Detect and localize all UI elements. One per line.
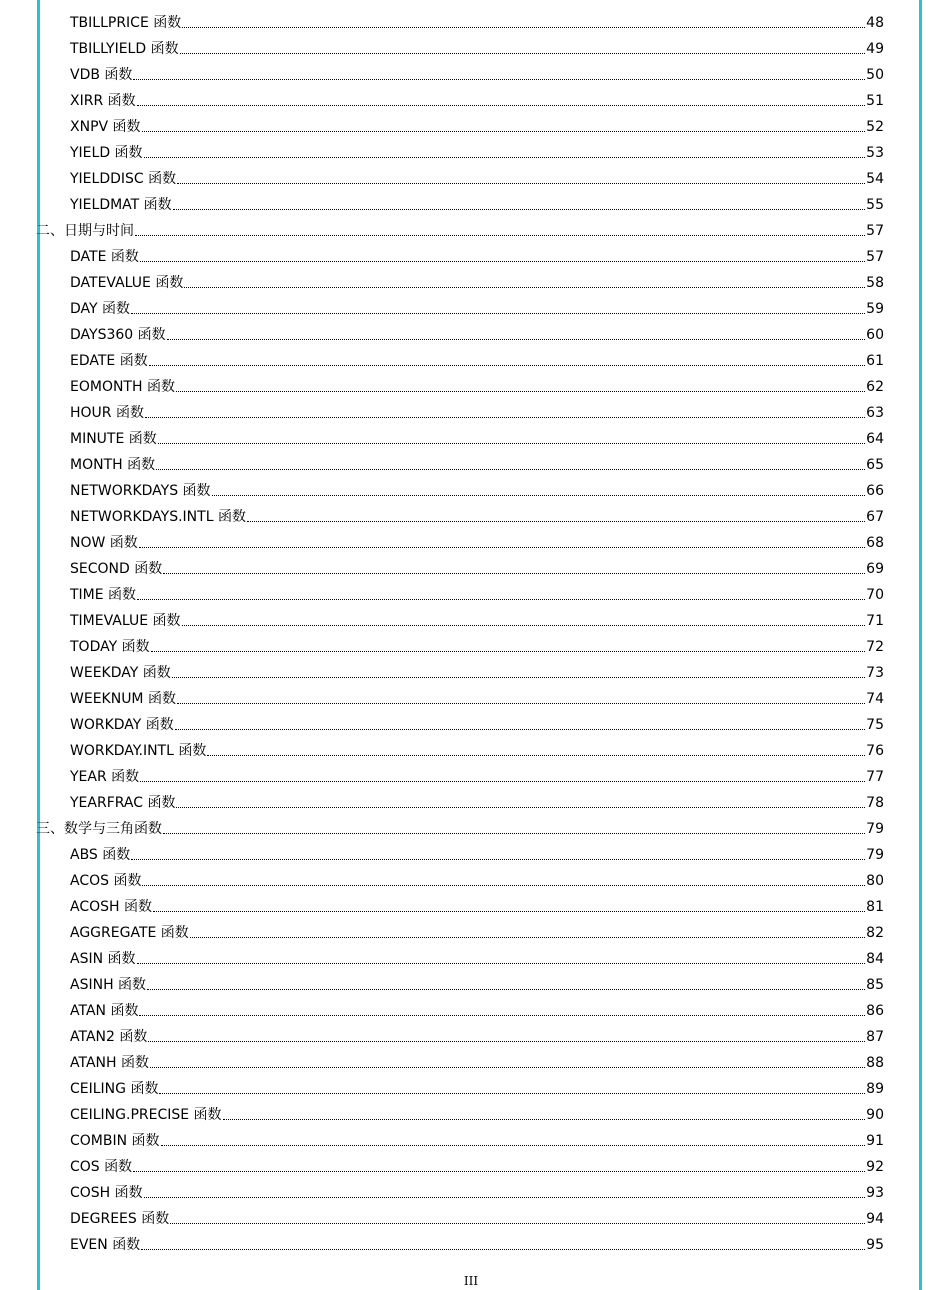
toc-entry-label: TBILLYIELD 函数	[70, 41, 179, 57]
toc-dot-leader	[137, 599, 865, 600]
toc-page-number: 50	[866, 67, 884, 83]
toc-dot-leader	[177, 703, 865, 704]
toc-dot-leader	[149, 365, 865, 366]
toc-entry[interactable]	[36, 162, 884, 188]
toc-entry-label: DAYS360 函数	[70, 327, 166, 343]
toc-page-number: 91	[866, 1133, 884, 1149]
toc-entry-label: 二、日期与时间	[36, 223, 134, 239]
toc-entry-label: AGGREGATE 函数	[70, 925, 189, 941]
toc-entry[interactable]	[36, 578, 884, 604]
toc-entry[interactable]	[36, 838, 884, 864]
toc-page-number: 66	[866, 483, 884, 499]
toc-page-number: 68	[866, 535, 884, 551]
table-of-contents	[36, 6, 884, 1254]
toc-dot-leader	[190, 937, 865, 938]
toc-entry-label: CEILING 函数	[70, 1081, 159, 1097]
toc-page-number: 49	[866, 41, 884, 57]
toc-dot-leader	[184, 287, 865, 288]
toc-entry-label: ATANH 函数	[70, 1055, 149, 1071]
toc-entry-label: XNPV 函数	[70, 119, 141, 135]
toc-entry-label: WORKDAY 函数	[70, 717, 174, 733]
toc-dot-leader	[173, 209, 865, 210]
toc-entry-label: 三、数学与三角函数	[36, 821, 162, 837]
toc-page-number: 59	[866, 301, 884, 317]
toc-dot-leader	[223, 1119, 866, 1120]
toc-entry[interactable]	[36, 32, 884, 58]
toc-entry[interactable]	[36, 890, 884, 916]
toc-page-number: 79	[866, 847, 884, 863]
toc-page-number: 55	[866, 197, 884, 213]
toc-dot-leader	[182, 625, 866, 626]
toc-entry[interactable]	[36, 916, 884, 942]
toc-dot-leader	[141, 1249, 865, 1250]
toc-page-number: 78	[866, 795, 884, 811]
toc-entry[interactable]	[36, 58, 884, 84]
toc-entry-label: YEARFRAC 函数	[70, 795, 176, 811]
toc-entry[interactable]	[36, 1098, 884, 1124]
toc-entry[interactable]	[36, 6, 884, 32]
toc-entry-label: ACOS 函数	[70, 873, 142, 889]
toc-page-number: 64	[866, 431, 884, 447]
toc-entry[interactable]	[36, 292, 884, 318]
toc-entry-label: WORKDAY.INTL 函数	[70, 743, 207, 759]
toc-page-number: 94	[866, 1211, 884, 1227]
toc-entry-label: ATAN 函数	[70, 1003, 139, 1019]
toc-page-number: 81	[866, 899, 884, 915]
toc-page-number: 54	[866, 171, 884, 187]
toc-page-number: 62	[866, 379, 884, 395]
toc-entry-label: NETWORKDAYS 函数	[70, 483, 211, 499]
toc-page-number: 74	[866, 691, 884, 707]
toc-entry[interactable]	[36, 500, 884, 526]
toc-page-number: 69	[866, 561, 884, 577]
toc-entry[interactable]	[36, 110, 884, 136]
toc-entry[interactable]	[36, 422, 884, 448]
toc-page-number: 87	[866, 1029, 884, 1045]
toc-entry-label: YEAR 函数	[70, 769, 140, 785]
page-number: III	[463, 1274, 479, 1288]
toc-entry-label: MONTH 函数	[70, 457, 156, 473]
toc-page-number: 48	[866, 15, 884, 31]
toc-dot-leader	[176, 807, 865, 808]
toc-entry[interactable]	[36, 734, 884, 760]
toc-page-number: 80	[866, 873, 884, 889]
toc-entry[interactable]	[36, 1020, 884, 1046]
toc-page-number: 86	[866, 1003, 884, 1019]
toc-entry[interactable]	[36, 786, 884, 812]
toc-page-number: 93	[866, 1185, 884, 1201]
toc-dot-leader	[172, 677, 865, 678]
toc-dot-leader	[151, 651, 866, 652]
toc-dot-leader	[144, 1197, 866, 1198]
toc-entry-label: ABS 函数	[70, 847, 131, 863]
toc-entry-label: ATAN2 函数	[70, 1029, 148, 1045]
toc-page-number: 89	[866, 1081, 884, 1097]
toc-entry-label: CEILING.PRECISE 函数	[70, 1107, 222, 1123]
toc-page-number: 92	[866, 1159, 884, 1175]
toc-dot-leader	[158, 443, 865, 444]
page-border-right	[919, 0, 922, 1290]
toc-entry-label: NOW 函数	[70, 535, 138, 551]
toc-dot-leader	[156, 469, 865, 470]
toc-entry-label: EVEN 函数	[70, 1237, 141, 1253]
toc-page-number: 71	[866, 613, 884, 629]
toc-dot-leader	[147, 989, 865, 990]
toc-page-number: 60	[866, 327, 884, 343]
toc-page-number: 57	[866, 223, 884, 239]
toc-dot-leader	[170, 1223, 865, 1224]
toc-dot-leader	[137, 963, 866, 964]
toc-entry[interactable]	[36, 526, 884, 552]
toc-entry[interactable]	[36, 266, 884, 292]
toc-entry[interactable]	[36, 630, 884, 656]
toc-dot-leader	[182, 27, 865, 28]
toc-entry[interactable]	[36, 1072, 884, 1098]
toc-entry-label: DATEVALUE 函数	[70, 275, 184, 291]
toc-entry[interactable]	[36, 1176, 884, 1202]
toc-entry[interactable]	[36, 864, 884, 890]
toc-page-number: 65	[866, 457, 884, 473]
toc-entry-label: TODAY 函数	[70, 639, 150, 655]
toc-section-entry[interactable]	[36, 812, 884, 838]
toc-page-number: 85	[866, 977, 884, 993]
toc-dot-leader	[153, 911, 865, 912]
toc-entry[interactable]	[36, 682, 884, 708]
toc-entry-label: NETWORKDAYS.INTL 函数	[70, 509, 246, 525]
toc-entry[interactable]	[36, 1150, 884, 1176]
toc-entry[interactable]	[36, 968, 884, 994]
toc-section-entry[interactable]	[36, 214, 884, 240]
toc-dot-leader	[161, 1145, 866, 1146]
toc-page-number: 63	[866, 405, 884, 421]
toc-page-number: 75	[866, 717, 884, 733]
toc-entry-label: WEEKNUM 函数	[70, 691, 176, 707]
toc-page-number: 52	[866, 119, 884, 135]
toc-entry[interactable]	[36, 1228, 884, 1254]
toc-page-number: 53	[866, 145, 884, 161]
toc-entry-label: DATE 函数	[70, 249, 139, 265]
toc-dot-leader	[163, 833, 865, 834]
toc-dot-leader	[139, 547, 865, 548]
toc-page-number: 88	[866, 1055, 884, 1071]
toc-entry[interactable]	[36, 552, 884, 578]
toc-dot-leader	[135, 235, 865, 236]
toc-dot-leader	[247, 521, 865, 522]
toc-page-number: 84	[866, 951, 884, 967]
toc-page-number: 58	[866, 275, 884, 291]
toc-dot-leader	[133, 79, 865, 80]
toc-entry[interactable]	[36, 1202, 884, 1228]
toc-dot-leader	[159, 1093, 865, 1094]
toc-entry-label: EOMONTH 函数	[70, 379, 175, 395]
toc-dot-leader	[212, 495, 866, 496]
toc-dot-leader	[148, 1041, 865, 1042]
toc-entry-label: ASIN 函数	[70, 951, 136, 967]
toc-entry-label: YIELD 函数	[70, 145, 143, 161]
toc-entry-label: WEEKDAY 函数	[70, 665, 171, 681]
toc-dot-leader	[137, 105, 866, 106]
toc-dot-leader	[139, 1015, 865, 1016]
toc-dot-leader	[167, 339, 866, 340]
toc-entry-label: EDATE 函数	[70, 353, 148, 369]
toc-page-number: 79	[866, 821, 884, 837]
toc-page-number: 77	[866, 769, 884, 785]
toc-dot-leader	[142, 885, 865, 886]
toc-entry-label: COS 函数	[70, 1159, 133, 1175]
toc-entry[interactable]	[36, 370, 884, 396]
toc-entry[interactable]	[36, 84, 884, 110]
toc-entry[interactable]	[36, 994, 884, 1020]
toc-entry-label: DAY 函数	[70, 301, 131, 317]
toc-entry-label: TIME 函数	[70, 587, 137, 603]
toc-dot-leader	[133, 1171, 865, 1172]
toc-dot-leader	[144, 157, 866, 158]
toc-entry-label: ASINH 函数	[70, 977, 147, 993]
toc-entry-label: SECOND 函数	[70, 561, 163, 577]
toc-dot-leader	[140, 261, 865, 262]
toc-dot-leader	[177, 183, 865, 184]
toc-entry[interactable]	[36, 448, 884, 474]
toc-dot-leader	[180, 53, 866, 54]
toc-page-number: 70	[866, 587, 884, 603]
toc-dot-leader	[207, 755, 865, 756]
toc-page-number: 61	[866, 353, 884, 369]
toc-entry[interactable]	[36, 396, 884, 422]
toc-entry[interactable]	[36, 318, 884, 344]
toc-page-number: 57	[866, 249, 884, 265]
toc-dot-leader	[145, 417, 865, 418]
toc-dot-leader	[140, 781, 865, 782]
toc-entry-label: COMBIN 函数	[70, 1133, 160, 1149]
toc-entry[interactable]	[36, 474, 884, 500]
toc-page-number: 82	[866, 925, 884, 941]
toc-entry-label: HOUR 函数	[70, 405, 144, 421]
toc-page-number: 95	[866, 1237, 884, 1253]
toc-page-number: 90	[866, 1107, 884, 1123]
toc-page-number: 72	[866, 639, 884, 655]
toc-entry[interactable]	[36, 1124, 884, 1150]
toc-entry[interactable]	[36, 942, 884, 968]
toc-entry[interactable]	[36, 604, 884, 630]
toc-dot-leader	[175, 729, 865, 730]
toc-entry[interactable]	[36, 760, 884, 786]
toc-entry[interactable]	[36, 1046, 884, 1072]
toc-entry[interactable]	[36, 136, 884, 162]
toc-dot-leader	[150, 1067, 865, 1068]
toc-page-number: 67	[866, 509, 884, 525]
toc-entry-label: YIELDMAT 函数	[70, 197, 172, 213]
toc-entry-label: ACOSH 函数	[70, 899, 152, 915]
toc-dot-leader	[142, 131, 866, 132]
toc-entry[interactable]	[36, 708, 884, 734]
toc-page-number: 51	[866, 93, 884, 109]
toc-entry-label: TBILLPRICE 函数	[70, 15, 182, 31]
toc-entry-label: MINUTE 函数	[70, 431, 157, 447]
toc-entry-label: YIELDDISC 函数	[70, 171, 177, 187]
toc-entry-label: TIMEVALUE 函数	[70, 613, 181, 629]
toc-entry-label: XIRR 函数	[70, 93, 136, 109]
toc-entry-label: DEGREES 函数	[70, 1211, 170, 1227]
toc-dot-leader	[131, 859, 865, 860]
toc-entry[interactable]	[36, 188, 884, 214]
toc-dot-leader	[131, 313, 865, 314]
toc-entry[interactable]	[36, 240, 884, 266]
toc-dot-leader	[163, 573, 865, 574]
toc-entry[interactable]	[36, 656, 884, 682]
toc-page-number: 73	[866, 665, 884, 681]
toc-entry-label: COSH 函数	[70, 1185, 143, 1201]
toc-dot-leader	[176, 391, 865, 392]
toc-page-number: 76	[866, 743, 884, 759]
toc-entry[interactable]	[36, 344, 884, 370]
toc-entry-label: VDB 函数	[70, 67, 133, 83]
